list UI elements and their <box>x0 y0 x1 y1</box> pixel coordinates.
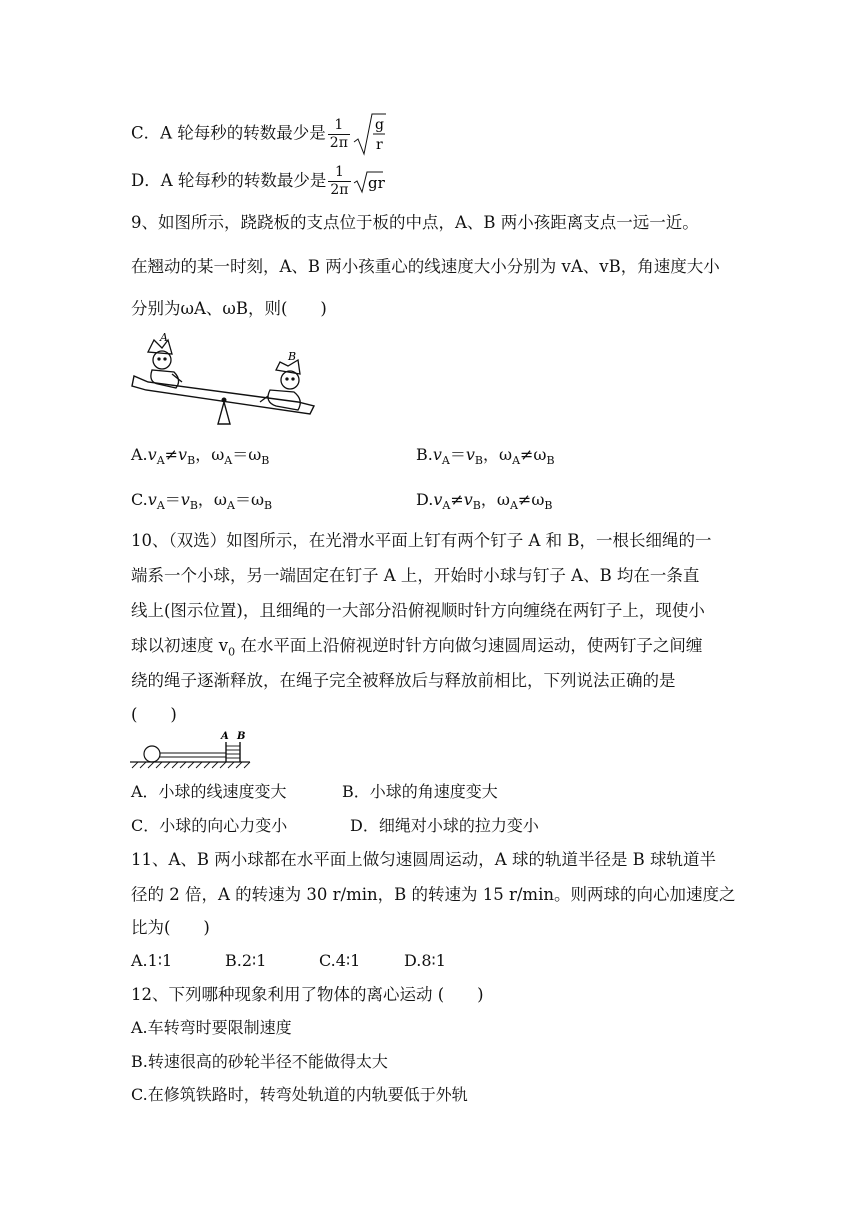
q10-option-a: A．小球的线速度变大 <box>131 782 287 801</box>
child-a-icon <box>148 340 182 388</box>
q9-line-3: 分别为ωA、ωB，则( ) <box>131 299 327 318</box>
label-b: B <box>237 731 246 742</box>
q11-option-a: A.1∶1 <box>131 951 173 970</box>
q12-option-c: C.在修筑铁路时，转弯处轨道的内轨要低于外轨 <box>131 1085 468 1104</box>
q8-option-d: D．A 轮每秒的转数最少是 $\frac{1}{2\pi}$ gr <box>131 164 385 198</box>
q12-option-a: A.车转弯时要限制速度 <box>131 1018 292 1037</box>
q9-option-d: $D.v_A\ne v_B$，$\omega_A\ne\omega_B$ <box>416 490 553 513</box>
q9-option-c: $C.v_A=v_B$，$\omega_A=\omega_B$ <box>131 490 273 513</box>
child-b-icon <box>260 360 300 410</box>
q10-option-b: B．小球的角速度变大 <box>342 782 498 801</box>
sqrt-num: g <box>374 117 384 133</box>
q12-line-1: 12、下列哪种现象利用了物体的离心运动 ( ) <box>131 985 484 1004</box>
pegs-figure <box>128 728 258 770</box>
sqrt-radicand: gr <box>367 173 385 192</box>
q10-line-2: 端系一个小球，另一端固定在钉子 A 上，开始时小球与钉子 A、B 均在一条直 <box>131 566 700 585</box>
q12-option-b: B.转速很高的砂轮半径不能做得太大 <box>131 1052 388 1071</box>
sqrt-symbol <box>353 170 383 194</box>
q11-option-b: B.2∶1 <box>225 951 267 970</box>
q8-option-c: C．A 轮每秒的转数最少是 $\frac{1}{2\pi}$ g r <box>131 112 386 156</box>
q10-line-4: 球以初速度 $v_0$ 在水平面上沿俯视逆时针方向做匀速圆周运动，使两钉子之间缠 <box>131 636 703 659</box>
q11-line-1: 11、A、B 两小球都在水平面上做匀速圆周运动，A 球的轨道半径是 B 球轨道半 <box>131 850 717 869</box>
q11-line-3: 比为( ) <box>131 918 210 937</box>
label-a: A <box>160 331 168 344</box>
q11-option-c: C.4∶1 <box>319 951 361 970</box>
q9-option-b: $B.v_A=v_B$，$\omega_A\ne\omega_B$ <box>416 445 555 468</box>
ball-icon <box>144 746 160 762</box>
q10-line-3: 线上(图示位置)，且细绳的一大部分沿俯视顺时针方向缠绕在两钉子上，现使小 <box>131 601 705 620</box>
q10-option-d: D．细绳对小球的拉力变小 <box>350 816 539 835</box>
q10-line-5: 绕的绳子逐渐释放，在绳子完全被释放后与释放前相比，下列说法正确的是 <box>131 671 676 690</box>
q10-option-c: C．小球的向心力变小 <box>131 816 288 835</box>
sqrt-den: r <box>375 137 383 153</box>
q9-line-2: 在翘动的某一时刻，A、B 两小孩重心的线速度大小分别为 vA、vB，角速度大小 <box>131 257 720 276</box>
q9-line-1: 9、如图所示，跷跷板的支点位于板的中点，A、B 两小孩距离支点一远一近。 <box>131 213 699 232</box>
label-a: A <box>221 731 229 742</box>
seesaw-figure <box>128 330 320 426</box>
q11-option-d: D.8∶1 <box>404 951 446 970</box>
q10-line-6: ( ) <box>131 705 177 724</box>
fraction: $\frac{1}{2\pi}$ <box>329 116 348 151</box>
q9-option-a: $A.v_A\ne v_B$，$\omega_A=\omega_B$ <box>131 445 270 468</box>
q10-line-1: 10、（双选）如图所示，在光滑水平面上钉有两个钉子 A 和 B，一根长细绳的一 <box>131 531 712 550</box>
fraction: $\frac{1}{2\pi}$ <box>330 164 349 198</box>
q11-line-2: 径的 2 倍，A 的转速为 30 r/min，B 的转速为 15 r/min。则两球的向心加速度之 <box>131 885 736 904</box>
label-b: B <box>288 350 297 363</box>
sqrt-symbol <box>352 112 386 156</box>
